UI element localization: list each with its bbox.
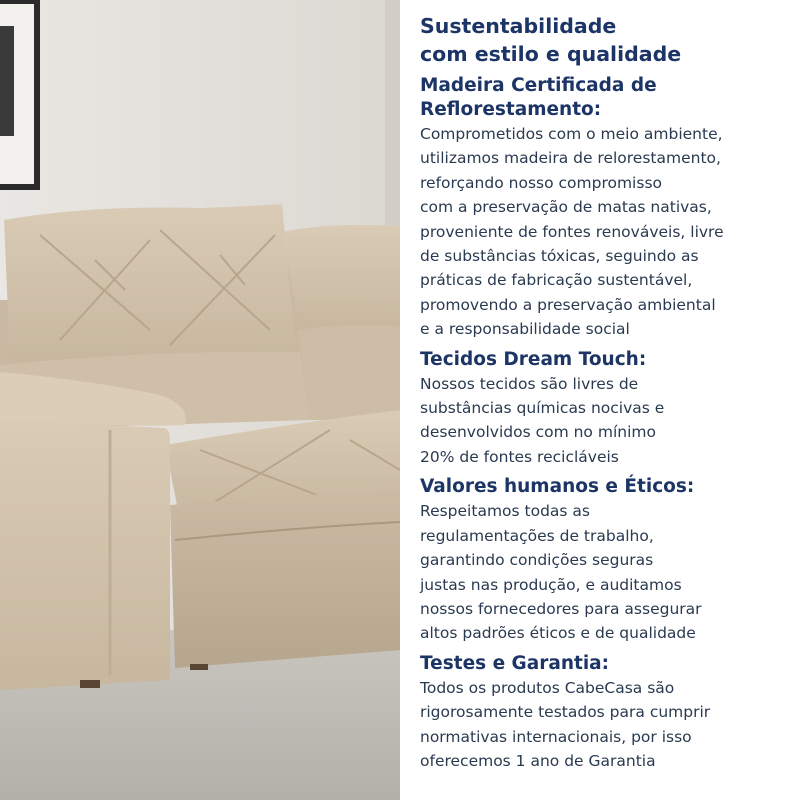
section-testes: [420, 652, 792, 774]
section-body: Nossos tecidos são livres de substâncias químicas nocivas e desenvolvidos com no mínimo 20% de fontes recicláveis: [420, 374, 665, 466]
section-heading: Valores humanos e Éticos:: [420, 476, 695, 498]
section-tecidos: [420, 348, 792, 470]
info-content: [420, 12, 792, 779]
section-body: Comprometidos com o meio ambiente, utilizamos madeira de relorestamento, reforçando nosso compromisso com a preservação de matas nativas, proveniente de fontes renováveis, livre de substâncias tóxicas, seguindo as práticas de fabricação sustentável, promovendo a preservação ambiental e a responsabilidade social: [420, 125, 724, 339]
section-body: Respeitamos todas as regulamentações de trabalho, garantindo condições seguras justas nas produção, e auditamos nossos fornecedores para assegurar altos padrões éticos e de qualidade: [420, 502, 702, 643]
info-panel: [400, 0, 800, 800]
armrest: [0, 420, 170, 690]
section-heading: Tecidos Dream Touch:: [420, 348, 647, 370]
page-title: Sustentabilidade com estilo e qualidade: [420, 14, 682, 66]
retractable-seat: [170, 490, 400, 668]
section-heading: Testes e Garantia:: [420, 652, 610, 674]
section-valores: [420, 475, 792, 645]
back-cushion-right: [282, 225, 400, 332]
section-madeira: [420, 74, 792, 342]
back-cushion-left: [4, 204, 296, 365]
section-body: Todos os produtos CabeCasa são rigorosamente testados para cumprir normativas internacionais, por isso oferecemos 1 ano de Garantia: [420, 678, 711, 770]
section-heading: Madeira Certificada de Reflorestamento:: [420, 75, 657, 120]
